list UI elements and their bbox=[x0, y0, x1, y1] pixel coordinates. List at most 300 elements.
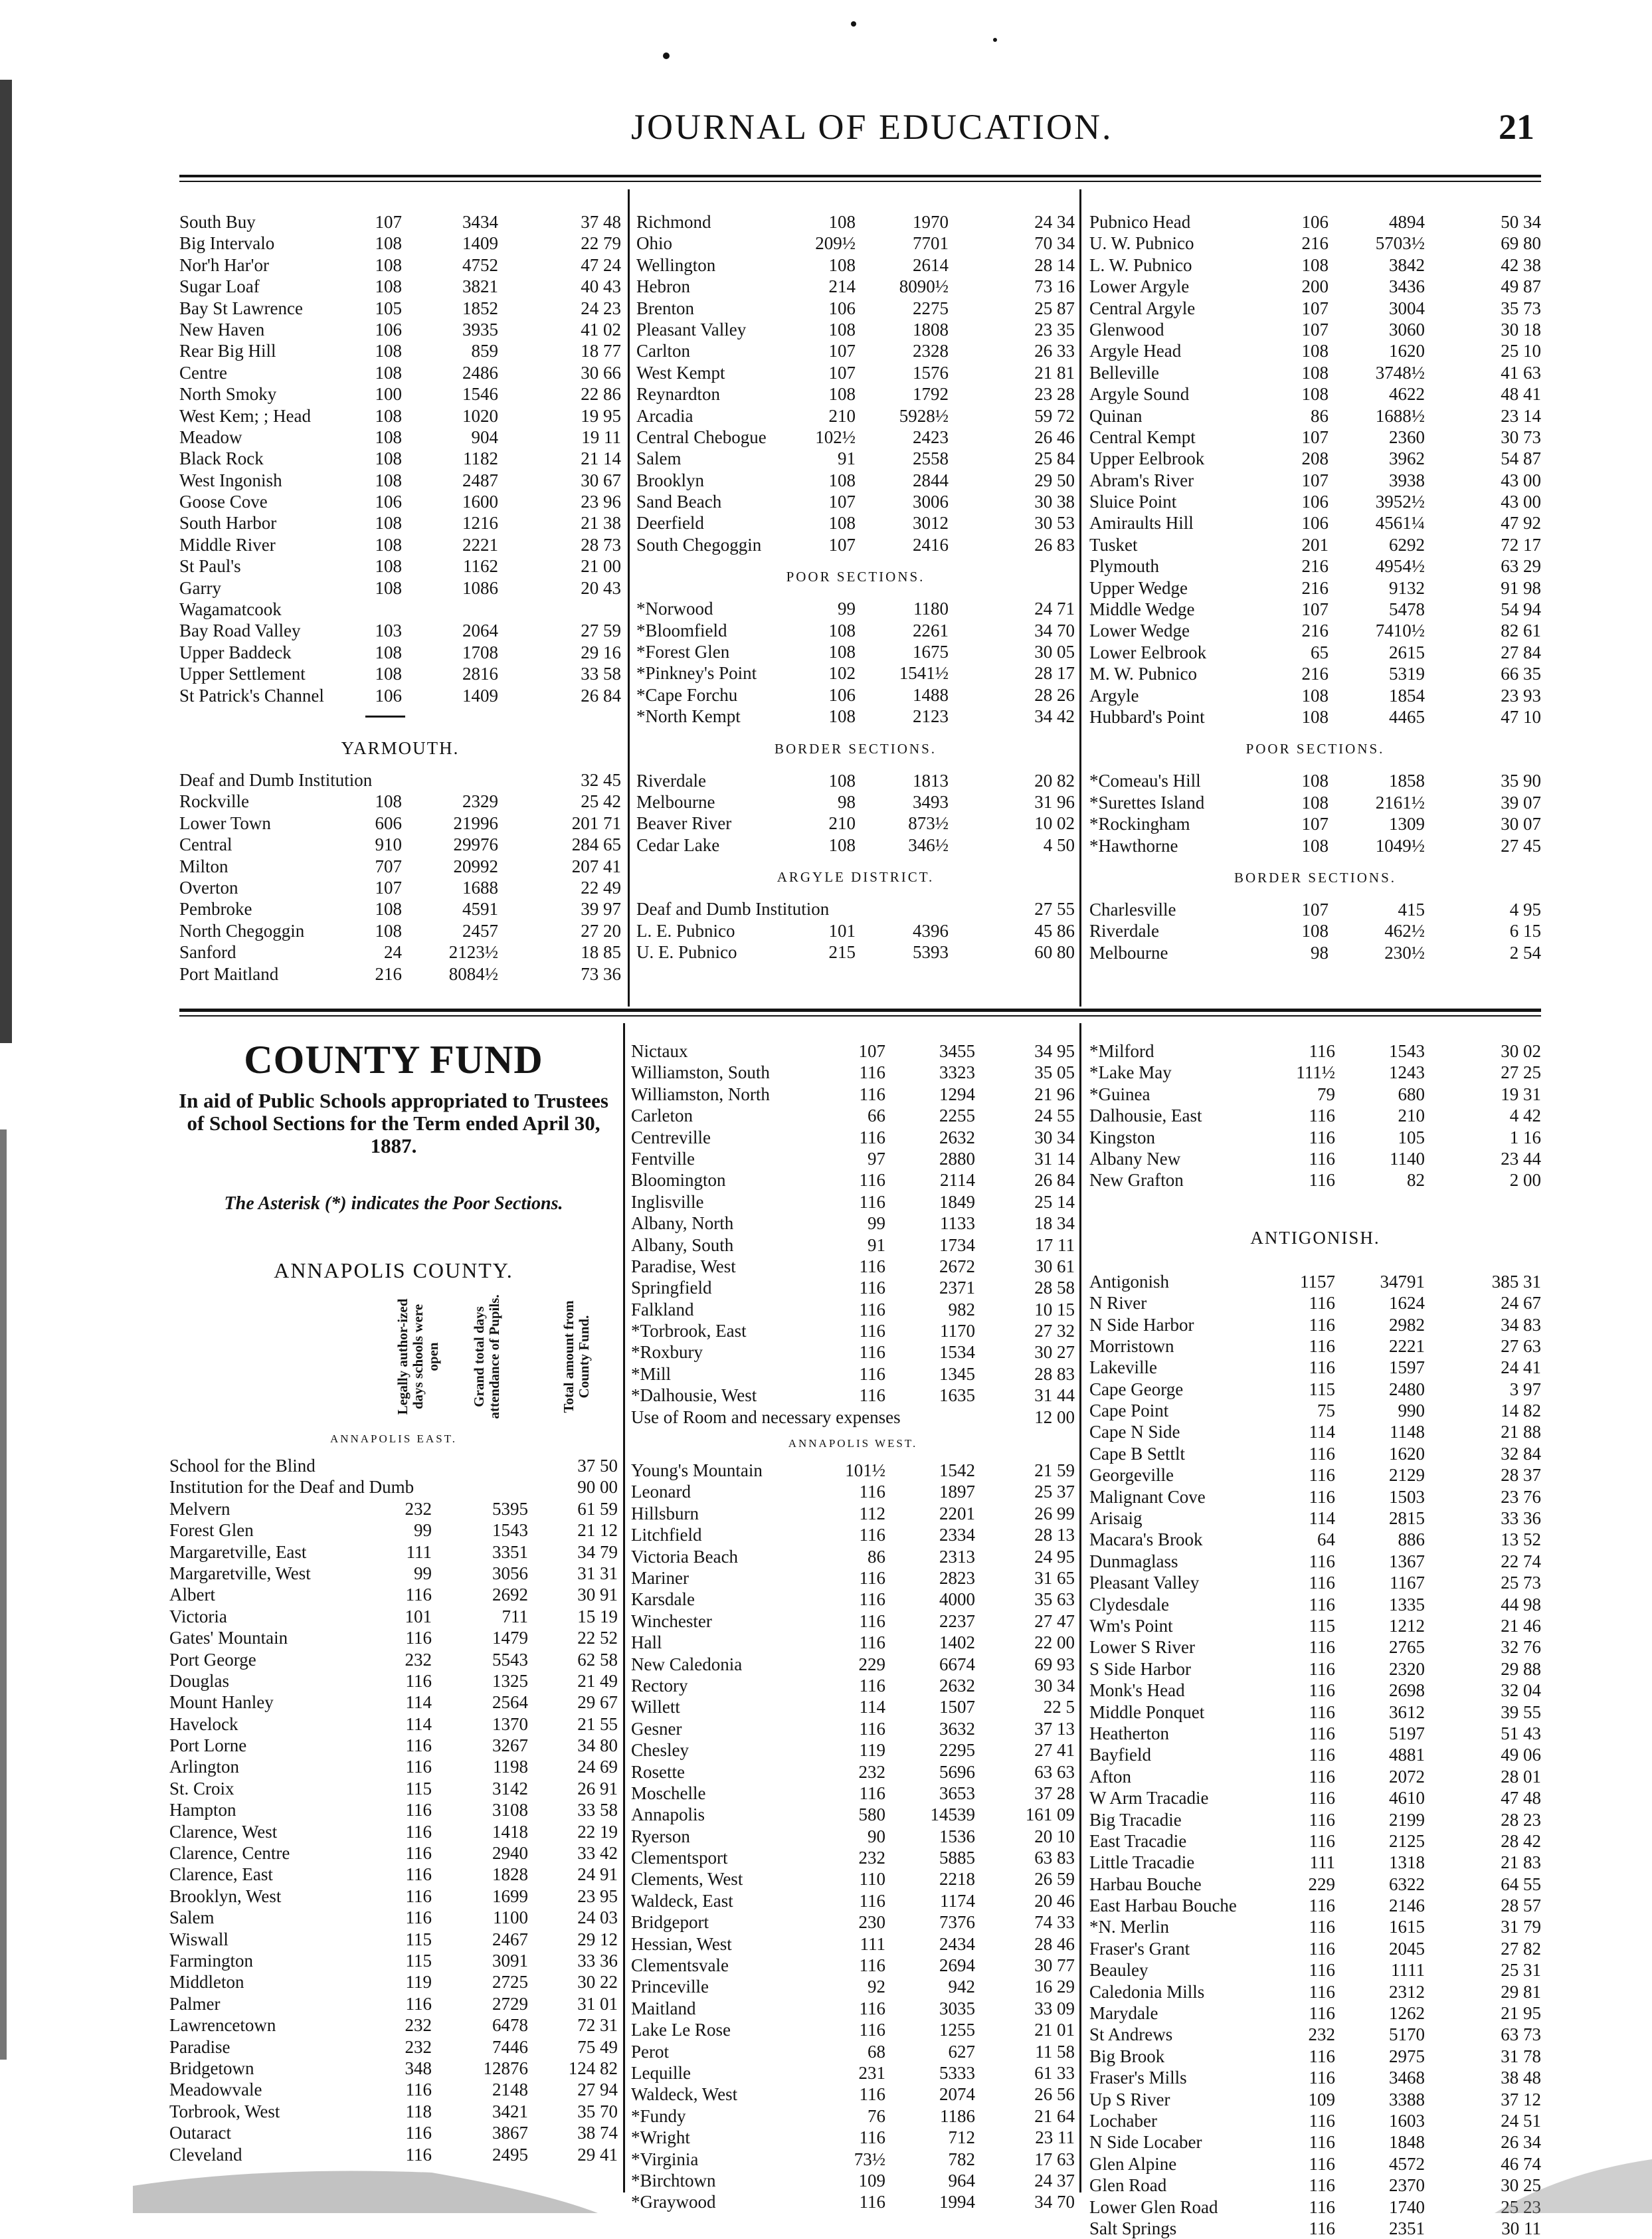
cell-attendance: 2129 bbox=[1389, 1465, 1425, 1486]
cell-attendance: 3842 bbox=[1389, 254, 1425, 275]
cell-attendance: 1488 bbox=[913, 684, 949, 705]
column-rule-1 bbox=[628, 189, 630, 1007]
cell-days-open: 116 bbox=[859, 1998, 885, 2018]
cell-attendance: 1243 bbox=[1389, 1062, 1425, 1083]
cell-section-name: Upper Eelbrook bbox=[1089, 448, 1205, 469]
table-row bbox=[169, 1993, 618, 2014]
cell-amount: 22 52 bbox=[577, 1628, 618, 1648]
table-row bbox=[179, 534, 621, 555]
table-row bbox=[169, 2014, 618, 2036]
cell-amount: 22 74 bbox=[1501, 1551, 1541, 1571]
table-row bbox=[179, 512, 621, 534]
cell-section-name: Torbrook, West bbox=[169, 2101, 280, 2121]
cell-days-open: 64 bbox=[1317, 1529, 1335, 1550]
cell-section-name: *Fundy bbox=[631, 2105, 686, 2126]
cell-amount: 21 64 bbox=[1034, 2105, 1075, 2126]
cell-days-open: 99 bbox=[414, 1520, 432, 1541]
cell-days-open: 116 bbox=[1309, 1723, 1335, 1743]
cell-amount: 25 42 bbox=[581, 791, 621, 812]
table-row bbox=[631, 1761, 1075, 1783]
cell-section-name: Williamston, North bbox=[631, 1084, 770, 1104]
cell-days-open: 109 bbox=[858, 2170, 885, 2190]
cell-amount: 31 96 bbox=[1034, 791, 1075, 812]
column-header-days-open: Legally author-ized days schools were open bbox=[395, 1298, 441, 1415]
cell-days-open: 116 bbox=[859, 1256, 885, 1276]
cell-section-name: Clements, West bbox=[631, 1869, 743, 1890]
cell-days-open: 116 bbox=[1309, 1938, 1335, 1959]
cell-amount: 27 47 bbox=[1034, 1610, 1075, 1631]
cell-days-open: 116 bbox=[1309, 1335, 1335, 1356]
cell-amount: 37 48 bbox=[581, 212, 621, 232]
cell-days-open: 116 bbox=[405, 1628, 432, 1648]
cell-days-open: 65 bbox=[1311, 642, 1329, 662]
cell-days-open: 116 bbox=[859, 1718, 885, 1739]
cell-attendance: 4622 bbox=[1389, 384, 1425, 405]
cell-amount: 21 46 bbox=[1501, 1615, 1541, 1636]
cell-days-open: 91 bbox=[868, 1234, 885, 1255]
cell-section-name: Melbourne bbox=[1089, 942, 1168, 963]
cell-section-name: Monk's Head bbox=[1089, 1680, 1185, 1701]
cell-days-open: 116 bbox=[1309, 1357, 1335, 1378]
cell-days-open: 108 bbox=[1301, 384, 1329, 405]
cell-amount: 18 77 bbox=[581, 341, 621, 361]
cell-attendance: 20992 bbox=[453, 856, 498, 876]
cell-days-open: 116 bbox=[1309, 1170, 1335, 1191]
cell-days-open: 116 bbox=[1309, 1637, 1335, 1658]
cell-days-open: 116 bbox=[859, 1278, 885, 1298]
cell-section-name: Lequille bbox=[631, 2062, 691, 2083]
cell-days-open: 107 bbox=[828, 362, 856, 383]
cell-section-name: St. Croix bbox=[169, 1778, 234, 1799]
cell-section-name: Lower Wedge bbox=[1089, 621, 1190, 641]
cell-days-open: 116 bbox=[859, 1363, 885, 1384]
table-row bbox=[179, 834, 621, 855]
cell-section-name: Glen Alpine bbox=[1089, 2153, 1177, 2174]
cell-amount: 28 58 bbox=[1034, 1278, 1075, 1298]
cell-days-open: 111½ bbox=[1296, 1062, 1335, 1083]
cell-amount: 47 10 bbox=[1501, 706, 1541, 727]
scan-smudge-bottom bbox=[133, 2171, 598, 2214]
cell-attendance: 859 bbox=[471, 341, 498, 361]
cell-section-name: Margaretville, East bbox=[169, 1541, 307, 1562]
cell-days-open: 115 bbox=[405, 1778, 432, 1799]
speck bbox=[993, 38, 997, 42]
cell-amount: 31 78 bbox=[1501, 2046, 1541, 2066]
cell-section-name: Amiraults Hill bbox=[1089, 513, 1194, 534]
yarmouth-heading: YARMOUTH. bbox=[341, 737, 460, 758]
cell-attendance: 34791 bbox=[1380, 1271, 1425, 1292]
cell-days-open: 116 bbox=[859, 1062, 885, 1083]
table-row bbox=[631, 1407, 1075, 1428]
cell-days-open: 116 bbox=[1309, 1041, 1335, 1061]
cell-section-name: Sugar Loaf bbox=[179, 276, 260, 297]
cell-days-open: 99 bbox=[414, 1563, 432, 1583]
cell-attendance: 3468 bbox=[1389, 2068, 1425, 2088]
cell-section-name: Salem bbox=[169, 1907, 215, 1928]
table-row bbox=[169, 1519, 618, 1541]
cell-attendance: 1409 bbox=[462, 233, 498, 254]
cell-attendance: 2312 bbox=[1389, 1981, 1425, 2002]
cell-attendance: 4752 bbox=[462, 254, 498, 275]
table-row bbox=[1089, 1852, 1541, 1873]
cell-days-open: 116 bbox=[405, 1821, 432, 1842]
cell-section-name: Lawrencetown bbox=[169, 2015, 276, 2036]
cell-amount: 28 57 bbox=[1501, 1896, 1541, 1916]
cell-attendance: 4610 bbox=[1389, 1788, 1425, 1808]
cell-attendance: 2114 bbox=[940, 1170, 975, 1191]
page-header bbox=[173, 100, 1534, 153]
cell-section-name: West Kem; ; Head bbox=[179, 405, 312, 426]
table-row bbox=[631, 1696, 1075, 1717]
cell-amount: 207 41 bbox=[571, 856, 621, 876]
cell-section-name: Melvern bbox=[169, 1498, 230, 1519]
cell-attendance: 6292 bbox=[1389, 534, 1425, 555]
cell-section-name: Central Kempt bbox=[1089, 427, 1196, 447]
cell-attendance: 1546 bbox=[462, 384, 498, 405]
table-row bbox=[631, 2191, 1075, 2212]
cell-section-name: Rear Big Hill bbox=[179, 341, 276, 361]
cell-days-open: 108 bbox=[375, 556, 402, 577]
cell-section-name: Argyle Sound bbox=[1089, 384, 1190, 405]
cell-days-open: 114 bbox=[1309, 1508, 1335, 1529]
cell-amount: 47 48 bbox=[1501, 1788, 1541, 1808]
cell-section-name: N River bbox=[1089, 1293, 1147, 1314]
table-row bbox=[1089, 1809, 1541, 1830]
column-rule-2 bbox=[1079, 189, 1081, 1007]
table-row bbox=[631, 1062, 1075, 1083]
cell-days-open: 98 bbox=[838, 791, 856, 812]
cell-amount: 28 73 bbox=[581, 534, 621, 555]
cell-amount: 31 44 bbox=[1034, 1385, 1075, 1406]
cell-amount: 44 98 bbox=[1501, 1594, 1541, 1614]
table-row bbox=[179, 769, 621, 791]
table-row bbox=[169, 1670, 618, 1692]
cell-days-open: 115 bbox=[1309, 1379, 1335, 1399]
table-row bbox=[179, 448, 621, 469]
annapolis-county-heading: ANNAPOLIS COUNTY. bbox=[274, 1258, 513, 1282]
cell-attendance: 990 bbox=[1398, 1401, 1425, 1421]
table-row bbox=[179, 620, 621, 641]
cell-section-name: Hillsburn bbox=[631, 1503, 699, 1523]
county-fund-title: COUNTY FUND bbox=[244, 1038, 543, 1082]
cell-attendance: 3056 bbox=[492, 1563, 528, 1583]
cell-amount: 6 15 bbox=[1509, 921, 1541, 941]
cape-breton-list bbox=[179, 211, 621, 706]
cell-amount: 26 46 bbox=[1034, 427, 1075, 447]
table-row bbox=[636, 620, 1075, 641]
poor-sections-list-3 bbox=[1089, 770, 1541, 856]
cell-section-name: South Buy bbox=[179, 212, 256, 232]
cell-section-name: Willett bbox=[631, 1697, 680, 1717]
cell-section-name: South Chegoggin bbox=[636, 534, 762, 555]
cell-section-name: Lochaber bbox=[1089, 2110, 1157, 2131]
table-row bbox=[169, 1584, 618, 1605]
cell-days-open: 107 bbox=[375, 877, 402, 898]
cell-days-open: 606 bbox=[375, 813, 402, 833]
cell-days-open: 216 bbox=[1301, 556, 1329, 577]
cell-days-open: 230 bbox=[858, 1912, 885, 1933]
cell-attendance: 2370 bbox=[1389, 2175, 1425, 2196]
cell-section-name: West Ingonish bbox=[179, 470, 282, 490]
table-row bbox=[636, 770, 1075, 791]
cell-days-open: 106 bbox=[1301, 212, 1329, 232]
cell-section-name: West Kempt bbox=[636, 362, 725, 383]
cell-section-name: Hampton bbox=[169, 1800, 236, 1820]
cell-amount: 24 03 bbox=[577, 1907, 618, 1928]
cell-section-name: Cape Point bbox=[1089, 1401, 1169, 1421]
cell-section-name: Caledonia Mills bbox=[1089, 1981, 1205, 2002]
cell-attendance: 4894 bbox=[1389, 212, 1425, 232]
table-row bbox=[636, 920, 1075, 941]
cell-attendance: 9132 bbox=[1389, 577, 1425, 598]
cell-attendance: 7410½ bbox=[1375, 621, 1425, 641]
cell-amount: 45 86 bbox=[1034, 920, 1075, 941]
cell-attendance: 3748½ bbox=[1375, 362, 1425, 383]
cell-attendance: 2940 bbox=[492, 1843, 528, 1864]
cell-section-name: *Forest Glen bbox=[636, 642, 730, 662]
cell-section-name: Lower Eelbrook bbox=[1089, 642, 1207, 662]
cell-amount: 27 82 bbox=[1501, 1938, 1541, 1959]
cell-days-open: 108 bbox=[828, 319, 856, 340]
cell-section-name: *Rockingham bbox=[1089, 814, 1190, 834]
cell-amount: 66 35 bbox=[1501, 664, 1541, 684]
cell-section-name: Winchester bbox=[631, 1610, 712, 1631]
table-row bbox=[631, 2084, 1075, 2105]
cell-amount: 30 22 bbox=[577, 1972, 618, 1993]
cell-amount: 74 33 bbox=[1034, 1912, 1075, 1933]
cell-attendance: 3938 bbox=[1389, 470, 1425, 490]
cell-attendance: 2467 bbox=[492, 1929, 528, 1949]
cell-days-open: 116 bbox=[1309, 2110, 1335, 2131]
cell-days-open: 348 bbox=[405, 2058, 432, 2078]
cell-amount: 46 74 bbox=[1501, 2153, 1541, 2174]
cell-attendance: 2218 bbox=[939, 1869, 975, 1890]
cell-amount: 28 01 bbox=[1501, 1766, 1541, 1787]
cell-amount: 21 83 bbox=[1501, 1852, 1541, 1873]
cell-attendance: 2844 bbox=[913, 470, 949, 490]
cell-amount: 30 02 bbox=[1501, 1041, 1541, 1061]
cell-amount: 28 83 bbox=[1034, 1363, 1075, 1384]
cell-section-name: *Mill bbox=[631, 1363, 672, 1384]
cell-days-open: 119 bbox=[405, 1972, 432, 1993]
table-row bbox=[631, 1632, 1075, 1653]
cell-attendance: 1409 bbox=[462, 685, 498, 706]
cell-amount: 51 43 bbox=[1501, 1723, 1541, 1743]
table-row bbox=[1089, 1723, 1541, 1744]
table-row bbox=[631, 1847, 1075, 1868]
cell-amount: 25 73 bbox=[1501, 1573, 1541, 1593]
cell-section-name: Reynardton bbox=[636, 384, 720, 405]
cell-amount: 30 77 bbox=[1034, 1955, 1075, 1976]
cell-attendance: 2486 bbox=[462, 362, 498, 383]
table-row bbox=[1089, 2196, 1541, 2218]
cell-amount: 34 70 bbox=[1034, 620, 1075, 640]
cell-section-name: Charlesville bbox=[1089, 899, 1176, 920]
cell-amount: 62 58 bbox=[577, 1649, 618, 1670]
cell-attendance: 2632 bbox=[939, 1127, 975, 1147]
cell-attendance: 1174 bbox=[940, 1890, 975, 1911]
table-row bbox=[636, 813, 1075, 834]
cell-attendance: 1418 bbox=[492, 1821, 528, 1842]
cell-section-name: Cape N Side bbox=[1089, 1422, 1180, 1442]
cell-amount: 385 31 bbox=[1491, 1271, 1541, 1292]
cell-attendance: 1536 bbox=[939, 1826, 975, 1846]
cell-amount: 284 65 bbox=[571, 834, 621, 855]
cell-amount: 90 00 bbox=[577, 1477, 618, 1498]
cell-days-open: 107 bbox=[1301, 470, 1329, 490]
cell-days-open: 92 bbox=[868, 1977, 885, 1997]
cell-days-open: 116 bbox=[1309, 1127, 1335, 1147]
cell-amount: 10 02 bbox=[1034, 813, 1075, 834]
cell-days-open: 215 bbox=[828, 941, 856, 962]
cell-amount: 34 83 bbox=[1501, 1314, 1541, 1335]
speck bbox=[663, 52, 670, 59]
cell-section-name: Salem bbox=[636, 448, 682, 469]
cell-days-open: 107 bbox=[1301, 599, 1329, 620]
table-row bbox=[169, 1498, 618, 1519]
cell-amount: 33 42 bbox=[577, 1843, 618, 1864]
cell-days-open: 116 bbox=[859, 2192, 885, 2212]
cell-attendance: 2255 bbox=[939, 1106, 975, 1126]
cell-days-open: 106 bbox=[375, 319, 402, 340]
cell-attendance: 1186 bbox=[940, 2105, 975, 2126]
cell-attendance: 2371 bbox=[939, 1278, 975, 1298]
table-row bbox=[631, 1567, 1075, 1589]
cell-amount: 26 83 bbox=[1034, 534, 1075, 555]
cell-days-open: 116 bbox=[859, 1321, 885, 1341]
annapolis-west-continued-list bbox=[1089, 1040, 1541, 1191]
cell-section-name: W Arm Tracadie bbox=[1089, 1788, 1209, 1808]
cell-amount: 27 32 bbox=[1034, 1321, 1075, 1341]
cell-section-name: Sluice Point bbox=[1089, 492, 1177, 512]
cell-amount: 61 59 bbox=[577, 1498, 618, 1519]
cell-amount: 29 67 bbox=[577, 1692, 618, 1713]
cell-section-name: Cedar Lake bbox=[636, 834, 720, 855]
table-row bbox=[636, 706, 1075, 727]
yarmouth-list bbox=[179, 769, 621, 985]
cell-days-open: 116 bbox=[859, 1482, 885, 1502]
cell-amount: 29 50 bbox=[1034, 470, 1075, 490]
cell-section-name: Moschelle bbox=[631, 1783, 706, 1803]
cell-days-open: 116 bbox=[1309, 1702, 1335, 1722]
cell-attendance: 1688 bbox=[462, 877, 498, 898]
cell-amount: 25 31 bbox=[1501, 1960, 1541, 1981]
cell-section-name: U. W. Pubnico bbox=[1089, 233, 1194, 254]
cell-days-open: 116 bbox=[1309, 1658, 1335, 1679]
table-row bbox=[1089, 1292, 1541, 1314]
cell-days-open: 232 bbox=[858, 1761, 885, 1782]
cell-amount: 28 26 bbox=[1034, 684, 1075, 705]
cell-amount: 31 01 bbox=[577, 1993, 618, 2014]
cell-section-name: Chesley bbox=[631, 1740, 689, 1761]
table-row bbox=[636, 254, 1075, 276]
cell-attendance: 8090½ bbox=[899, 276, 949, 297]
cell-days-open: 107 bbox=[1301, 899, 1329, 920]
cell-attendance: 105 bbox=[1398, 1127, 1425, 1147]
table-row bbox=[631, 1933, 1075, 1955]
cell-amount: 33 09 bbox=[1034, 1998, 1075, 2018]
cell-attendance: 5543 bbox=[492, 1649, 528, 1670]
table-row bbox=[1089, 211, 1541, 233]
table-row bbox=[1089, 1400, 1541, 1421]
cell-amount: 21 55 bbox=[577, 1713, 618, 1734]
cell-amount: 29 12 bbox=[577, 1929, 618, 1949]
cell-section-name: Bayfield bbox=[1089, 1745, 1151, 1765]
cell-attendance: 1970 bbox=[913, 212, 949, 232]
cell-amount: 30 11 bbox=[1501, 2218, 1541, 2238]
cell-attendance: 3952½ bbox=[1375, 492, 1425, 512]
cell-amount: 33 36 bbox=[1501, 1508, 1541, 1529]
cell-attendance: 2351 bbox=[1389, 2218, 1425, 2238]
cell-amount: 31 65 bbox=[1034, 1567, 1075, 1588]
cell-attendance: 1688½ bbox=[1375, 405, 1425, 426]
cell-days-open: 108 bbox=[1301, 362, 1329, 383]
cell-attendance: 942 bbox=[948, 1977, 975, 1997]
cell-section-name: Bay Road Valley bbox=[179, 621, 301, 641]
cell-attendance: 1182 bbox=[463, 448, 498, 469]
table-row bbox=[169, 1842, 618, 1864]
cell-attendance: 964 bbox=[948, 2170, 975, 2190]
cell-days-open: 108 bbox=[1301, 921, 1329, 941]
cell-days-open: 108 bbox=[828, 642, 856, 662]
cell-attendance: 3351 bbox=[492, 1541, 528, 1562]
cell-section-name: Wm's Point bbox=[1089, 1615, 1173, 1636]
cell-days-open: 108 bbox=[828, 470, 856, 490]
cell-amount: 29 88 bbox=[1501, 1658, 1541, 1679]
table-row bbox=[179, 941, 621, 963]
table-row bbox=[631, 1084, 1075, 1105]
cell-section-name: Victoria Beach bbox=[631, 1546, 739, 1567]
cell-amount: 12 00 bbox=[1034, 1407, 1075, 1427]
cell-amount: 161 09 bbox=[1025, 1804, 1075, 1825]
annapolis-west-list bbox=[631, 1460, 1075, 2213]
cell-amount: 28 46 bbox=[1034, 1933, 1075, 1954]
cell-attendance: 3653 bbox=[939, 1783, 975, 1803]
cell-amount: 27 55 bbox=[1034, 899, 1075, 920]
table-row bbox=[169, 1627, 618, 1648]
table-row bbox=[1089, 1062, 1541, 1083]
cell-section-name: Lakeville bbox=[1089, 1357, 1157, 1378]
cell-attendance: 1167 bbox=[1390, 1573, 1425, 1593]
cell-section-name: Deaf and Dumb Institution bbox=[179, 769, 373, 790]
cell-days-open: 111 bbox=[1309, 1852, 1335, 1873]
cell-section-name: Hebron bbox=[636, 276, 690, 297]
section-divider-rule bbox=[179, 1009, 1541, 1012]
cell-amount: 13 52 bbox=[1501, 1529, 1541, 1550]
cell-section-name: North Chegoggin bbox=[179, 920, 305, 941]
cell-attendance: 1858 bbox=[1389, 771, 1425, 791]
cell-section-name: Bloomington bbox=[631, 1170, 726, 1191]
cell-days-open: 108 bbox=[1301, 771, 1329, 791]
cell-attendance: 2146 bbox=[1389, 1896, 1425, 1916]
cell-days-open: 108 bbox=[375, 577, 402, 598]
table-row bbox=[179, 233, 621, 254]
cell-attendance: 3006 bbox=[913, 492, 949, 512]
cell-days-open: 76 bbox=[868, 2105, 885, 2126]
table-row bbox=[1089, 1744, 1541, 1765]
cell-days-open: 231 bbox=[858, 2062, 885, 2083]
cell-amount: 24 91 bbox=[577, 1864, 618, 1885]
cell-days-open: 106 bbox=[375, 492, 402, 512]
cell-attendance: 1635 bbox=[939, 1385, 975, 1406]
cell-days-open: 106 bbox=[1301, 513, 1329, 534]
cell-attendance: 1049½ bbox=[1375, 835, 1425, 856]
cell-amount: 30 73 bbox=[1501, 427, 1541, 447]
cell-section-name: Victoria bbox=[169, 1606, 227, 1626]
table-row bbox=[631, 1481, 1075, 1502]
cell-attendance: 3436 bbox=[1389, 276, 1425, 297]
cell-section-name: Marydale bbox=[1089, 2003, 1158, 2024]
